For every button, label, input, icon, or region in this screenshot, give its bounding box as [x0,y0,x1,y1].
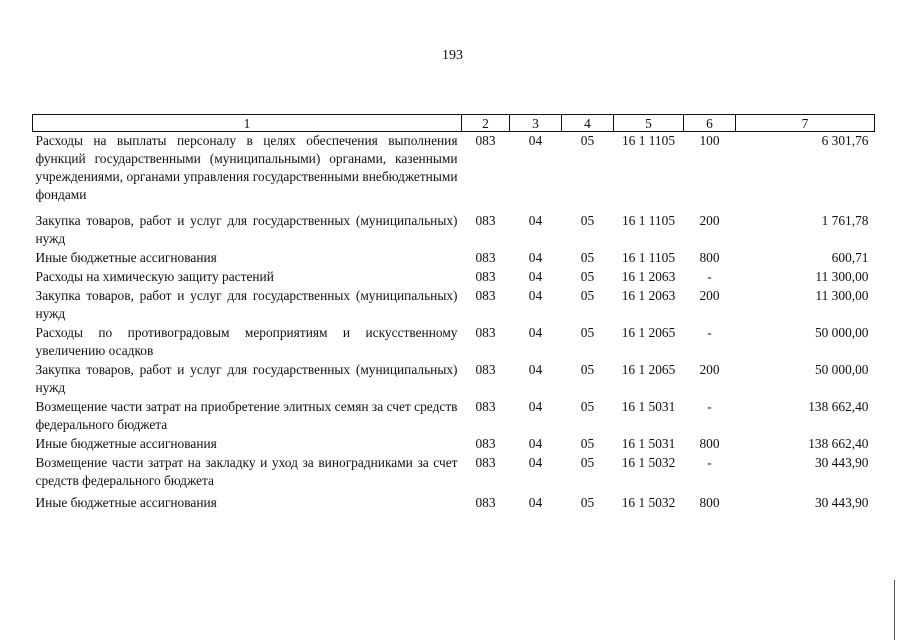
row-target-article: 16 1 1105 [621,250,676,265]
table-row [33,249,875,268]
row-section-code: 04 [528,399,543,414]
header-col-5: 5 [614,115,684,132]
row-target-article: 16 1 2065 [621,325,676,340]
row-subsection-code: 05 [580,269,595,284]
row-ministry-code: 083 [475,399,496,414]
row-subsection-code: 05 [580,399,595,414]
page-number: 193 [442,48,463,63]
row-amount: 30 443,90 [814,455,869,470]
row-description: Иные бюджетные ассигнования [35,436,217,451]
row-section-code: 04 [528,436,543,451]
row-expense-type: 200 [699,362,720,377]
row-expense-type: 200 [699,213,720,228]
row-section-code: 04 [528,455,543,470]
table-row [33,287,875,324]
row-description: Возмещение части затрат на закладку и уход за виноградниками за счет средств федерального бюджета [35,455,458,488]
row-target-article: 16 1 1105 [621,213,676,228]
row-expense-type: 800 [699,250,720,265]
row-subsection-code: 05 [580,455,595,470]
row-section-code: 04 [528,133,543,148]
row-section-code: 04 [528,269,543,284]
row-ministry-code: 083 [475,133,496,148]
row-subsection-code: 05 [580,288,595,303]
row-ministry-code: 083 [475,288,496,303]
header-col-2: 2 [462,115,510,132]
row-description: Расходы на выплаты персоналу в целях обеспечения выполнения функций государственными (муниципальными) органами, казенными учреждениями, органами управления государственными внебюджетными фондами [35,133,458,202]
table-row [33,398,875,435]
header-col-1: 1 [33,115,462,132]
row-ministry-code: 083 [475,213,496,228]
row-description: Закупка товаров, работ и услуг для государственных (муниципальных) нужд [35,213,458,246]
table-row [33,212,875,249]
row-section-code: 04 [528,495,543,510]
header-col-4: 4 [562,115,614,132]
row-description: Расходы по противоградовым мероприятиям и искусственному увеличению осадков [35,325,458,358]
row-amount: 50 000,00 [814,362,869,377]
row-section-code: 04 [528,250,543,265]
row-subsection-code: 05 [580,213,595,228]
table-row [33,454,875,494]
row-amount: 6 301,76 [821,133,869,148]
row-subsection-code: 05 [580,133,595,148]
header-col-7: 7 [736,115,875,132]
row-ministry-code: 083 [475,362,496,377]
row-expense-type: - [707,325,712,340]
row-subsection-code: 05 [580,436,595,451]
row-target-article: 16 1 5032 [621,495,676,510]
table-row [33,132,875,213]
row-expense-type: 200 [699,288,720,303]
row-expense-type: 100 [699,133,720,148]
row-expense-type: - [707,399,712,414]
row-subsection-code: 05 [580,362,595,377]
row-amount: 1 761,78 [821,213,869,228]
row-amount: 138 662,40 [808,399,869,414]
row-ministry-code: 083 [475,325,496,340]
row-target-article: 16 1 2063 [621,269,676,284]
header-col-6: 6 [684,115,736,132]
table-header [33,115,875,132]
row-target-article: 16 1 5032 [621,455,676,470]
row-subsection-code: 05 [580,495,595,510]
row-ministry-code: 083 [475,269,496,284]
row-description: Иные бюджетные ассигнования [35,250,217,265]
row-ministry-code: 083 [475,250,496,265]
row-target-article: 16 1 5031 [621,399,676,414]
row-ministry-code: 083 [475,495,496,510]
row-amount: 11 300,00 [815,288,869,303]
row-section-code: 04 [528,325,543,340]
row-subsection-code: 05 [580,250,595,265]
table-row [33,494,875,513]
row-expense-type: - [707,269,712,284]
row-amount: 138 662,40 [808,436,869,451]
row-description: Закупка товаров, работ и услуг для государственных (муниципальных) нужд [35,288,458,321]
row-description: Закупка товаров, работ и услуг для государственных (муниципальных) нужд [35,362,458,395]
row-subsection-code: 05 [580,325,595,340]
row-amount: 30 443,90 [814,495,869,510]
row-target-article: 16 1 5031 [621,436,676,451]
row-ministry-code: 083 [475,455,496,470]
row-target-article: 16 1 2065 [621,362,676,377]
row-description: Иные бюджетные ассигнования [35,495,217,510]
row-amount: 50 000,00 [814,325,869,340]
table-body [33,132,875,514]
row-section-code: 04 [528,362,543,377]
row-description: Возмещение части затрат на приобретение элитных семян за счет средств федерального бюджета [35,399,458,432]
table-row [33,268,875,287]
header-col-3: 3 [510,115,562,132]
row-description: Расходы на химическую защиту растений [35,269,274,284]
table-row [33,324,875,361]
table-row [33,435,875,454]
row-target-article: 16 1 1105 [621,133,676,148]
row-expense-type: 800 [699,495,720,510]
page-edge-line [894,580,895,640]
row-ministry-code: 083 [475,436,496,451]
row-section-code: 04 [528,213,543,228]
row-amount: 600,71 [831,250,869,265]
row-expense-type: 800 [699,436,720,451]
budget-table [32,114,875,513]
row-section-code: 04 [528,288,543,303]
row-amount: 11 300,00 [815,269,869,284]
row-expense-type: - [707,455,712,470]
table-row [33,361,875,398]
row-target-article: 16 1 2063 [621,288,676,303]
